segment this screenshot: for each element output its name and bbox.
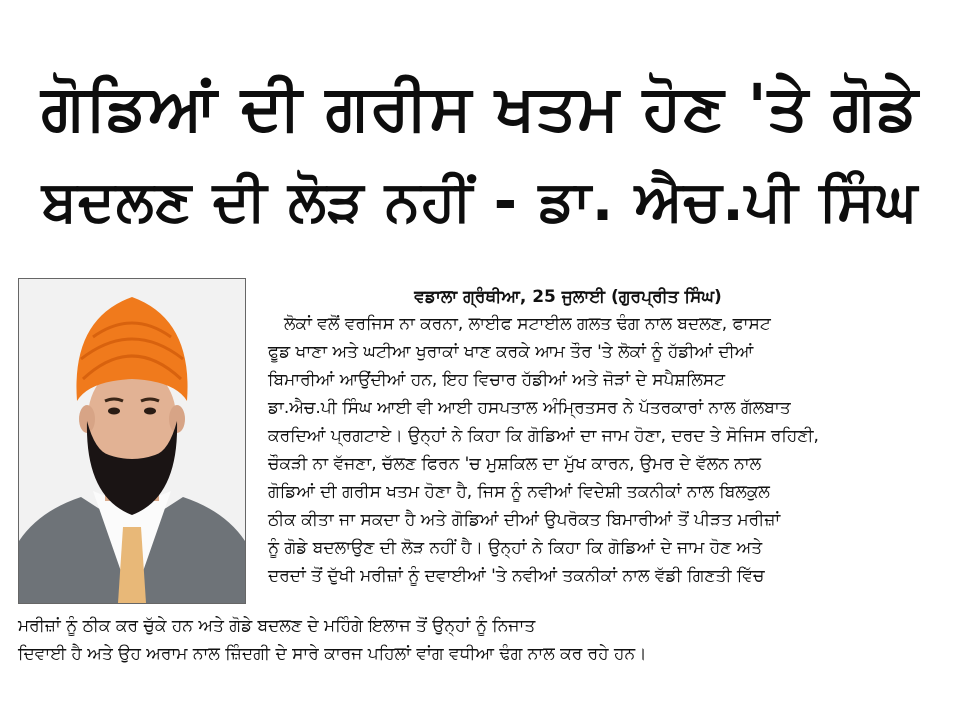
body-line: ਠੀਕ ਕੀਤਾ ਜਾ ਸਕਦਾ ਹੈ ਅਤੇ ਗੋਡਿਆਂ ਦੀਆਂ ਉਪਰੋਕਤ ਬਿਮਾਰੀਆਂ ਤੋਂ ਪੀੜਤ ਮਰੀਜ਼ਾਂ (268, 510, 781, 530)
body-line: ਦਰਦਾਂ ਤੋਂ ਦੁੱਖੀ ਮਰੀਜ਼ਾਂ ਨੂੰ ਦਵਾਈਆਂ 'ਤੇ ਨਵੀਆਂ ਤਕਨੀਕਾਂ ਨਾਲ ਵੱਡੀ ਗਿਣਤੀ ਵਿੱਚ (268, 566, 765, 586)
author-photo (18, 278, 246, 604)
body-line: ਕਰਦਿਆਂ ਪ੍ਰਗਟਾਏ। ਉਨ੍ਹਾਂ ਨੇ ਕਿਹਾ ਕਿ ਗੋਡਿਆਂ ਦਾ ਜਾਮ ਹੋਣਾ, ਦਰਦ ਤੇ ਸੋਜਿਸ ਰਹਿਣੀ, (268, 426, 819, 446)
body-line: ਚੌਕੜੀ ਨਾ ਵੱਜਣਾ, ਚੱਲਣ ਫਿਰਨ 'ਚ ਮੁਸ਼ਕਿਲ ਦਾ ਮੁੱਖ ਕਾਰਨ, ਉਮਰ ਦੇ ਵੱਲਨ ਨਾਲ (268, 454, 762, 474)
body-line: ਨੂੰ ਗੋਡੇ ਬਦਲਾਉਣ ਦੀ ਲੋੜ ਨਹੀਂ ਹੈ। ਉਨ੍ਹਾਂ ਨੇ ਕਿਹਾ ਕਿ ਗੋਡਿਆਂ ਦੇ ਜਾਮ ਹੋਣ ਅਤੇ (268, 538, 763, 558)
dateline: ਵਡਾਲਾ ਗ੍ਰੰਥੀਆ, 25 ਜੁਲਾਈ (ਗੁਰਪ੍ਰੀਤ ਸਿੰਘ) (414, 287, 722, 307)
body-line: ਬਿਮਾਰੀਆਂ ਆਉਂਦੀਆਂ ਹਨ, ਇਹ ਵਿਚਾਰ ਹੱਡੀਆਂ ਅਤੇ ਜੋੜਾਂ ਦੇ ਸਪੈਸ਼ਲਿਸਟ (268, 370, 726, 390)
body-line: ਦਿਵਾਈ ਹੈ ਅਤੇ ਉਹ ਅਰਾਮ ਨਾਲ ਜ਼ਿੰਦਗੀ ਦੇ ਸਾਰੇ ਕਾਰਜ ਪਹਿਲਾਂ ਵਾਂਗ ਵਧੀਆ ਢੰਗ ਨਾਲ ਕਰ ਰਹੇ ਹਨ। (18, 644, 647, 664)
body-line: ਫੂਡ ਖਾਣਾ ਅਤੇ ਘਟੀਆ ਖੁਰਾਕਾਂ ਖਾਣ ਕਰਕੇ ਆਮ ਤੌਰ 'ਤੇ ਲੋਕਾਂ ਨੂੰ ਹੱਡੀਆਂ ਦੀਆਂ (268, 342, 754, 362)
headline-line-1: ਗੋਡਿਆਂ ਦੀ ਗਰੀਸ ਖਤਮ ਹੋਣ 'ਤੇ ਗੋਡੇ (41, 71, 919, 144)
body-line: ਮਰੀਜ਼ਾਂ ਨੂੰ ਠੀਕ ਕਰ ਚੁੱਕੇ ਹਨ ਅਤੇ ਗੋਡੇ ਬਦਲਣ ਦੇ ਮਹਿੰਗੇ ਇਲਾਜ ਤੋਂ ਉਨ੍ਹਾਂ ਨੂੰ ਨਿਜਾਤ (18, 616, 536, 636)
body-line: ਡਾ.ਐਚ.ਪੀ ਸਿੰਘ ਆਈ ਵੀ ਆਈ ਹਸਪਤਾਲ ਅੰਮ੍ਰਿਤਸਰ ਨੇ ਪੱਤਰਕਾਰਾਂ ਨਾਲ ਗੱਲਬਾਤ (268, 398, 791, 418)
body-line: ਗੋਡਿਆਂ ਦੀ ਗਰੀਸ ਖਤਮ ਹੋਣਾ ਹੈ, ਜਿਸ ਨੂੰ ਨਵੀਆਂ ਵਿਦੇਸ਼ੀ ਤਕਨੀਕਾਂ ਨਾਲ ਬਿਲਕੁਲ (268, 482, 770, 502)
headline-line-2: ਬਦਲਣ ਦੀ ਲੋੜ ਨਹੀਂ - ਡਾ. ਐਚ.ਪੀ ਸਿੰਘ (41, 169, 919, 234)
body-line: ਲੋਕਾਂ ਵਲੋਂ ਵਰਜਿਸ ਨਾ ਕਰਨਾ, ਲਾਈਫ ਸਟਾਈਲ ਗਲਤ ਢੰਗ ਨਾਲ ਬਦਲਣ, ਫਾਸਟ (284, 314, 771, 334)
